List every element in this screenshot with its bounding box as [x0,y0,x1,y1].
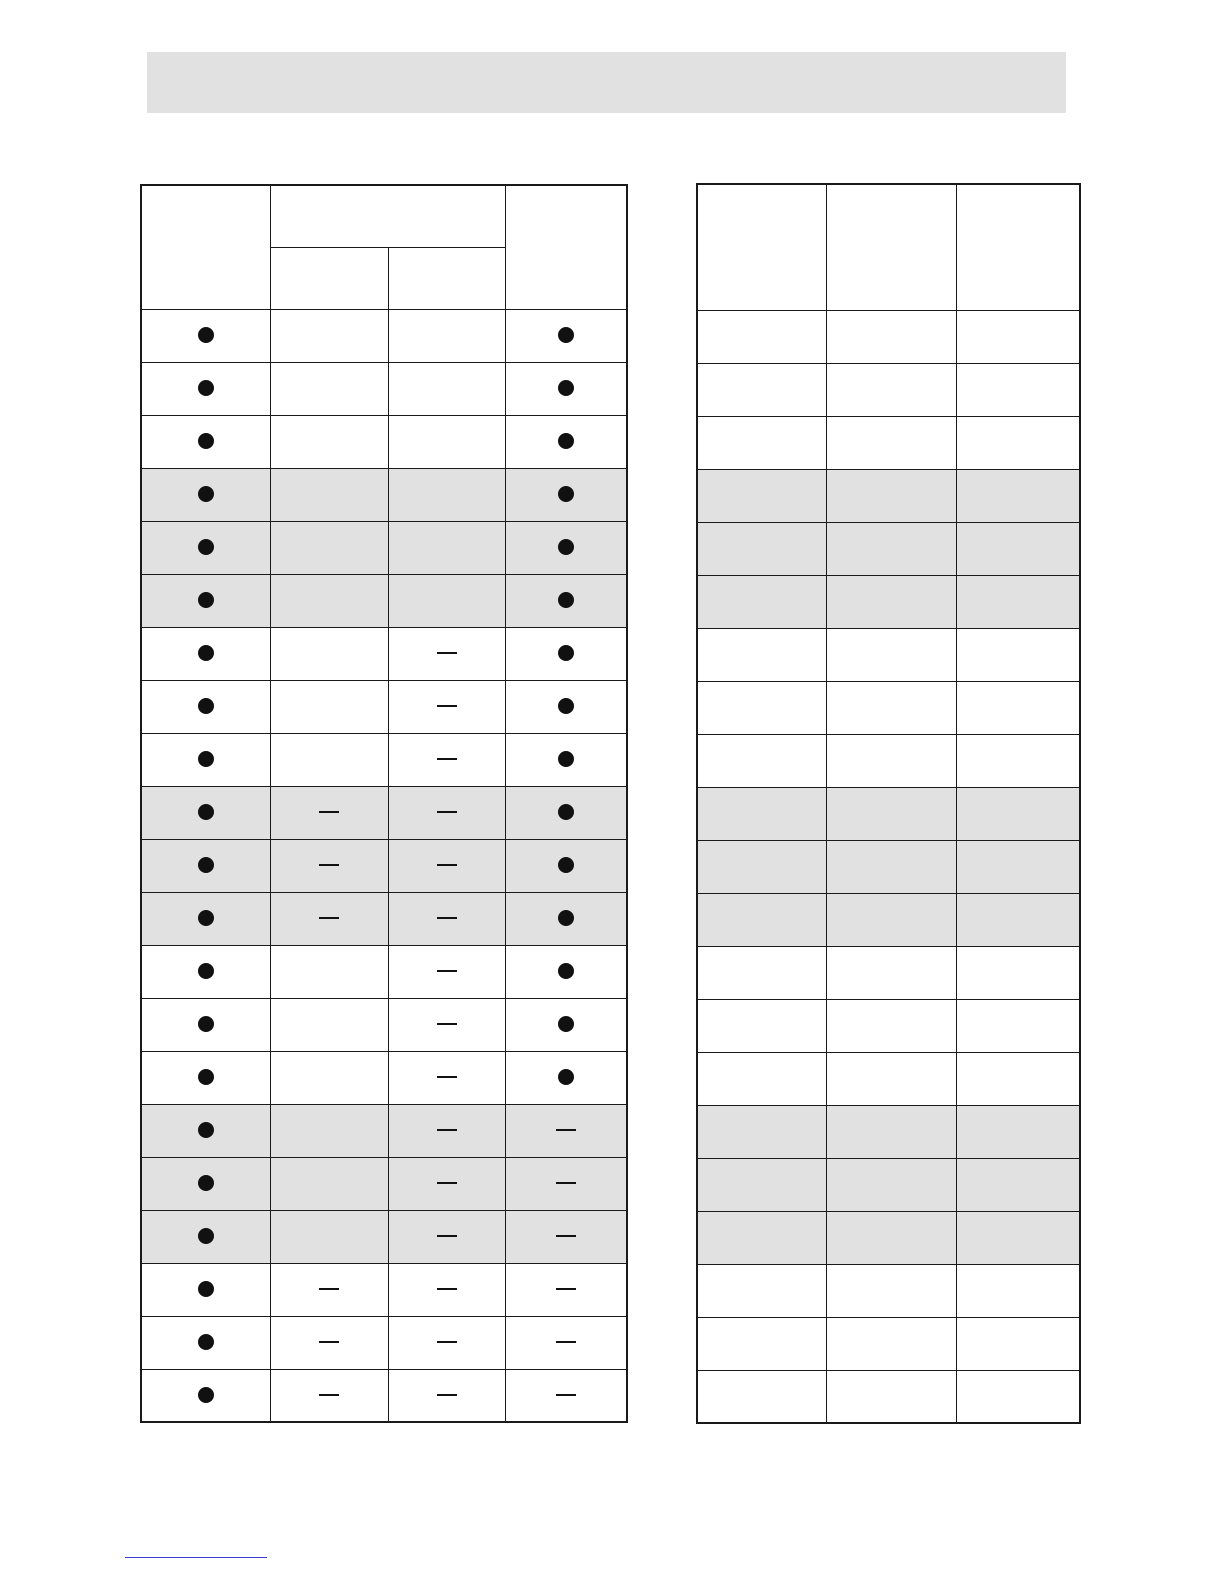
table-cell [956,363,1080,416]
table-cell [505,839,627,892]
table-cell [505,1263,627,1316]
dash-icon [556,1394,576,1396]
table-cell [826,1211,956,1264]
table-cell [270,945,388,998]
table-cell [388,415,505,468]
table-cell [505,786,627,839]
table-cell [388,786,505,839]
table-cell [505,892,627,945]
dash-icon [556,1288,576,1290]
dash-icon [556,1341,576,1343]
table-row [697,628,1080,681]
right-header-col2 [826,184,956,310]
table-cell [141,839,270,892]
table-cell [505,733,627,786]
table-cell [505,362,627,415]
table-cell [826,1264,956,1317]
filled-dot-icon [558,857,574,873]
table-cell [826,840,956,893]
table-cell [697,999,826,1052]
table-cell [270,1369,388,1422]
table-row [697,1370,1080,1423]
dash-icon [319,864,339,866]
filled-dot-icon [198,1228,214,1244]
table-cell [505,1369,627,1422]
table-row [141,362,627,415]
dash-icon [437,1288,457,1290]
left-header-group [270,185,505,247]
table-cell [956,1052,1080,1105]
table-cell [141,945,270,998]
table-row [141,415,627,468]
table-cell [956,575,1080,628]
table-row [141,1051,627,1104]
dash-icon [556,1182,576,1184]
table-row [141,1210,627,1263]
table-row [697,522,1080,575]
table-cell [956,787,1080,840]
table-row [141,1263,627,1316]
table-row [697,1052,1080,1105]
table-cell [388,1157,505,1210]
right-header-col3 [956,184,1080,310]
table-row [141,627,627,680]
table-cell [270,680,388,733]
table-cell [826,787,956,840]
table-cell [956,946,1080,999]
table-cell [826,1317,956,1370]
table-row [697,1158,1080,1211]
table-row [141,839,627,892]
table-cell [956,1317,1080,1370]
footer-link-underline[interactable] [125,1557,267,1558]
table-row [141,468,627,521]
table-row [697,1211,1080,1264]
dash-icon [319,1394,339,1396]
filled-dot-icon [198,1175,214,1191]
table-cell [141,415,270,468]
table-cell [505,680,627,733]
table-cell [697,469,826,522]
table-cell [826,363,956,416]
table-cell [956,522,1080,575]
dash-icon [437,970,457,972]
table-cell [388,521,505,574]
filled-dot-icon [558,486,574,502]
filled-dot-icon [198,327,214,343]
table-cell [505,309,627,362]
table-cell [956,416,1080,469]
filled-dot-icon [198,1069,214,1085]
filled-dot-icon [198,433,214,449]
filled-dot-icon [198,1122,214,1138]
table-cell [270,733,388,786]
table-cell [505,1104,627,1157]
table-cell [505,1051,627,1104]
table-cell [505,1210,627,1263]
table-cell [697,1052,826,1105]
table-cell [697,363,826,416]
table-cell [270,1263,388,1316]
filled-dot-icon [558,804,574,820]
filled-dot-icon [558,751,574,767]
left-table-body [141,309,627,1422]
table-cell [956,628,1080,681]
dash-icon [437,1235,457,1237]
table-cell [270,998,388,1051]
table-row [697,363,1080,416]
table-cell [388,892,505,945]
table-cell [505,945,627,998]
table-cell [141,574,270,627]
table-cell [270,468,388,521]
table-row [697,787,1080,840]
table-cell [388,733,505,786]
table-cell [826,628,956,681]
table-cell [388,1210,505,1263]
table-cell [141,468,270,521]
table-cell [826,1105,956,1158]
table-cell [826,734,956,787]
table-cell [956,1370,1080,1423]
table-cell [270,1316,388,1369]
table-cell [141,1369,270,1422]
dash-icon [437,864,457,866]
table-cell [826,946,956,999]
table-cell [505,1157,627,1210]
table-cell [826,1370,956,1423]
table-cell [270,574,388,627]
table-row [697,681,1080,734]
table-cell [697,522,826,575]
table-row [141,521,627,574]
table-cell [697,1370,826,1423]
table-cell [826,310,956,363]
right-table-body [697,310,1080,1423]
dash-icon [437,1076,457,1078]
table-row [697,946,1080,999]
table-cell [141,680,270,733]
table-cell [270,1157,388,1210]
dash-icon [437,1182,457,1184]
table-cell [388,1263,505,1316]
table-cell [697,628,826,681]
table-cell [956,310,1080,363]
filled-dot-icon [198,804,214,820]
table-cell [697,1317,826,1370]
table-cell [697,946,826,999]
table-cell [826,575,956,628]
table-row [141,892,627,945]
table-row [697,1264,1080,1317]
dash-icon [437,917,457,919]
dash-icon [556,1129,576,1131]
table-row [697,840,1080,893]
table-cell [388,680,505,733]
table-cell [826,893,956,946]
table-cell [697,310,826,363]
table-cell [697,416,826,469]
dash-icon [437,811,457,813]
table-cell [505,1316,627,1369]
filled-dot-icon [198,592,214,608]
filled-dot-icon [198,910,214,926]
filled-dot-icon [198,539,214,555]
table-cell [270,1104,388,1157]
table-cell [826,681,956,734]
table-cell [697,787,826,840]
table-row [697,999,1080,1052]
table-row [141,309,627,362]
table-cell [697,1105,826,1158]
table-cell [141,1210,270,1263]
table-cell [697,1264,826,1317]
filled-dot-icon [198,645,214,661]
table-cell [141,521,270,574]
filled-dot-icon [558,433,574,449]
table-cell [956,681,1080,734]
table-cell [141,309,270,362]
table-cell [826,469,956,522]
filled-dot-icon [558,698,574,714]
table-cell [141,1051,270,1104]
table-cell [141,733,270,786]
table-cell [388,468,505,521]
table-row [697,310,1080,363]
table-cell [505,415,627,468]
table-cell [141,786,270,839]
table-row [697,575,1080,628]
table-row [141,574,627,627]
table-cell [270,627,388,680]
filled-dot-icon [198,751,214,767]
table-cell [141,1104,270,1157]
filled-dot-icon [558,380,574,396]
filled-dot-icon [558,1069,574,1085]
dash-icon [319,811,339,813]
table-cell [505,574,627,627]
table-cell [697,575,826,628]
table-cell [826,522,956,575]
table-cell [826,999,956,1052]
dash-icon [556,1235,576,1237]
table-cell [388,309,505,362]
table-cell [388,945,505,998]
table-cell [956,999,1080,1052]
filled-dot-icon [558,327,574,343]
table-row [141,1316,627,1369]
table-cell [956,1264,1080,1317]
table-cell [141,362,270,415]
table-cell [141,627,270,680]
table-cell [270,415,388,468]
dash-icon [437,1394,457,1396]
dash-icon [319,917,339,919]
table-cell [697,893,826,946]
table-cell [956,1158,1080,1211]
filled-dot-icon [558,910,574,926]
filled-dot-icon [558,645,574,661]
table-cell [826,416,956,469]
table-cell [826,1158,956,1211]
table-cell [388,1051,505,1104]
dash-icon [437,1023,457,1025]
table-cell [388,839,505,892]
filled-dot-icon [198,963,214,979]
header-band [147,52,1066,113]
right-blank-table [696,183,1081,1424]
table-cell [141,1263,270,1316]
filled-dot-icon [198,1281,214,1297]
dash-icon [437,1341,457,1343]
table-cell [270,309,388,362]
table-cell [388,1369,505,1422]
filled-dot-icon [198,486,214,502]
table-row [697,893,1080,946]
table-row [697,416,1080,469]
table-cell [956,893,1080,946]
table-cell [141,998,270,1051]
left-header-col1 [141,185,270,309]
filled-dot-icon [558,592,574,608]
table-row [141,1157,627,1210]
dash-icon [437,758,457,760]
table-row [141,1369,627,1422]
dash-icon [319,1288,339,1290]
filled-dot-icon [198,1387,214,1403]
table-row [141,1104,627,1157]
filled-dot-icon [198,1016,214,1032]
filled-dot-icon [558,539,574,555]
left-header-sub2 [388,247,505,309]
filled-dot-icon [198,698,214,714]
filled-dot-icon [558,1016,574,1032]
table-cell [697,1211,826,1264]
table-cell [956,840,1080,893]
table-cell [388,574,505,627]
table-cell [388,362,505,415]
table-cell [388,1104,505,1157]
table-row [697,469,1080,522]
dash-icon [437,1129,457,1131]
table-cell [956,734,1080,787]
table-cell [270,521,388,574]
table-cell [956,1211,1080,1264]
table-cell [505,521,627,574]
table-cell [141,892,270,945]
table-cell [141,1316,270,1369]
table-cell [388,627,505,680]
table-cell [141,1157,270,1210]
table-cell [270,362,388,415]
left-compatibility-table [140,184,628,1423]
left-header-sub1 [270,247,388,309]
table-cell [388,1316,505,1369]
table-row [697,1317,1080,1370]
right-header-col1 [697,184,826,310]
table-cell [956,469,1080,522]
filled-dot-icon [198,857,214,873]
filled-dot-icon [558,963,574,979]
table-row [697,734,1080,787]
table-cell [697,1158,826,1211]
table-cell [270,839,388,892]
dash-icon [319,1341,339,1343]
table-row [141,733,627,786]
table-cell [697,681,826,734]
dash-icon [437,652,457,654]
table-cell [697,840,826,893]
table-cell [826,1052,956,1105]
table-row [141,945,627,998]
left-header-col4 [505,185,627,309]
table-cell [505,998,627,1051]
table-cell [270,1051,388,1104]
table-cell [388,998,505,1051]
table-row [141,786,627,839]
table-cell [956,1105,1080,1158]
table-cell [270,892,388,945]
dash-icon [437,705,457,707]
table-row [697,1105,1080,1158]
table-cell [270,786,388,839]
filled-dot-icon [198,1334,214,1350]
table-cell [505,468,627,521]
table-row [141,998,627,1051]
table-cell [697,734,826,787]
filled-dot-icon [198,380,214,396]
table-cell [270,1210,388,1263]
table-cell [505,627,627,680]
table-row [141,680,627,733]
